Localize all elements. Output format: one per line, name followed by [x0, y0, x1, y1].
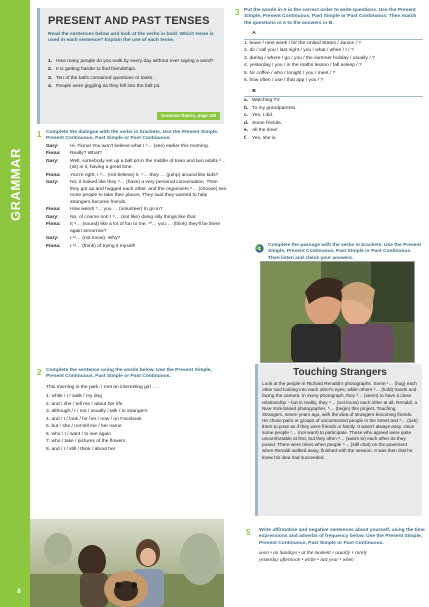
exercise-item: 5. but / she / not tell me / her name: [46, 424, 122, 430]
column-b-label: B: [252, 88, 256, 94]
grammar-item: 2. It is getting harder to find friendships.: [48, 67, 137, 73]
section-sidebar: [0, 0, 30, 607]
question-item: 1. leave / next week / for the United States / Janice / ?: [244, 40, 361, 46]
exercise-number: 1: [37, 130, 42, 139]
grammar-basics-link[interactable]: Grammar Basics, page 128: [157, 112, 220, 120]
answer-item: c. Yes, I did.: [244, 113, 274, 119]
exercise-number: 5: [246, 528, 251, 537]
sidebar-label: GRAMMAR: [7, 148, 23, 222]
grammar-item: 4. People were giggling as they fell into the ball pit.: [48, 84, 161, 90]
exercise-instructions: Write affirmative and negative sentences about yourself, using the time expressions and adverbs of frequency below. Use the Present Simple, Present Continuous, Past Simple or Past Continuous.: [259, 528, 425, 546]
exercise-number: 3: [235, 8, 240, 17]
exercise-3: [235, 8, 423, 143]
exercise-lead: This morning in the park, I met an interesting girl … .: [46, 384, 160, 390]
question-item: 4. yesterday / you / in the maths lesson / fall asleep / ?: [244, 63, 362, 69]
grammar-box: [37, 8, 224, 124]
exercise-1: [37, 130, 227, 251]
column-a-label: A: [252, 31, 256, 37]
time-expressions-line-1: soon • on Sundays • at the moment • usually • rarely: [259, 550, 368, 557]
dialogue-line: Fiona: It ⁹… (sound) like a lot of fun to me. ¹⁰… you … (think) they'll be there again tomorrow?: [46, 222, 221, 234]
time-expressions-line-2: yesterday afternoon • while • last year • when: [259, 557, 354, 564]
exercise-item: 6. who / I / want / to see again: [46, 431, 111, 437]
dialogue-line: Gary: I ¹¹… (not know). Why?: [46, 236, 121, 242]
passage-text: Look at the people in Richard Renaldi's photographs. Some ¹… (hug) each other and looking into each other's eyes, while others ²… (hold) hands and facing the camera. In every photograph, they ³… (seem) to have a close relationship – but in reality, they ⁴… (not know) each other at all. Renaldi, a New York-based photographer, ⁵… (begin) this project, Touching Strangers, seven years ago, with the idea of strangers becoming friends. He chose pairs or groups of unconnected people in the street and ⁶… (ask) them to pose as if they were friends or family. It wasn't always easy, since some people ⁷… (not want) to participate. Those who agreed were quite uncomfortable at first, but they often ⁸… (warm to) each other as they posed. There were times when people ⁹… (still chat) on the pavement when Renaldi walked away, finished with the session. It was then that he knew his idea had succeeded.: [262, 381, 418, 460]
exercise-item: 7. who / take / pictures of the flowers: [46, 439, 126, 445]
exercise-instructions: Put the words in A in the correct order to write questions. Use the Present Simple, Present Continuous, Past Simple or Past Continuous. Then match the questions in A to the answers in B.: [244, 8, 417, 26]
dialogue-line: Fiona: I ¹²… (think) of trying it myself!: [46, 243, 136, 249]
couple-with-pug-photo: [30, 519, 224, 607]
dialogue-line: Fiona: Really? What?: [46, 151, 102, 157]
page-number: 8: [12, 587, 26, 599]
grammar-item: 1. How many people do you walk by every day without ever saying a word?: [48, 59, 214, 64]
dialogue-line: Gary: Hi, Fiona! You won't believe what I ¹… (see) earlier this morning.: [46, 143, 210, 149]
exercise-2: [37, 368, 227, 454]
exercise-5: [246, 528, 425, 564]
grammar-list: [48, 59, 220, 93]
exercise-item: 3. although / I / not / usually / talk / to strangers: [46, 409, 148, 415]
dialogue-line: Fiona: You're right, I ³… (not believe) it. ⁴… they … (jump) around like kids?: [46, 172, 219, 178]
exercise-item: 8. and / I / still / think / about her: [46, 446, 116, 452]
question-item: 3. during / where / go / you / the summer holiday / usually / ?: [244, 55, 375, 61]
question-item: 6. how often / use / that app / you / ?: [244, 78, 324, 84]
grammar-title: PRESENT AND PAST TENSES: [48, 15, 210, 27]
exercise-instructions: Complete the sentence using the words below. Use the Present Simple, Present Continuous, Past Simple or Past Continuous.: [46, 368, 212, 380]
answer-item: b. To my grandparents.: [244, 105, 297, 111]
exercise-item: 2. and / she / tell me / about her life: [46, 401, 123, 407]
touching-strangers-photo: [260, 261, 415, 363]
exercise-instructions: Complete the dialogue with the verbs in brackets. Use the Present Simple, Present Continuous, Past Simple or Past Continuous.: [46, 130, 219, 142]
dialogue-line: Gary: Well, somebody set up a ball pit in the middle of town and two adults ²… (sit) in it, having a great time.: [46, 158, 226, 171]
answer-item: e. All the time!: [244, 128, 278, 134]
question-item: 5. for coffee / who / tonight / you / meet / ?: [244, 70, 336, 76]
exercise-item: 1. while / I / walk / my dog: [46, 394, 102, 400]
passage-title: Touching Strangers: [293, 367, 387, 378]
grammar-item: 3. Ten of the balls contained questions or tasks.: [48, 75, 154, 81]
dialogue-line: Fiona: How weird! ⁷… you … (volunteer) to go in?: [46, 207, 163, 213]
question-item: 2. do / call you / last night / you / what / when / I / ?: [244, 48, 354, 54]
exercise-item: 4. and / I / look / for her / now / on Facebook: [46, 416, 142, 422]
dialogue-line: Gary: No, of course not! I ⁸… (not like) doing silly things like that.: [46, 214, 197, 220]
answer-item: a. Watching TV.: [244, 98, 281, 104]
grammar-intro: Read the sentences below and look at the verbs in bold. Which tense is used in each sentence? Explain the use of each tense.: [48, 32, 214, 44]
reading-passage: [255, 364, 422, 516]
answer-item: d. Some friends.: [244, 120, 283, 126]
exercise-instructions: Complete the passage with the verbs in brackets. Use the Present Simple, Present Continuous, Past Simple or Past Continuous. Then listen and check your answers.: [268, 243, 422, 261]
exercise-number: 2: [37, 368, 42, 377]
answer-item: f. Yes, she is.: [244, 135, 277, 141]
exercise-4: [255, 243, 424, 262]
dialogue-line: Gary: No, it looked like they ⁵… (have) a very personal conversation. Then they got up and hugged each other, and the organisers ⁶… (choose) two more people to take their places. They said they wanted to help strangers become friends.: [46, 180, 227, 205]
exercise-number: 4: [255, 243, 260, 252]
